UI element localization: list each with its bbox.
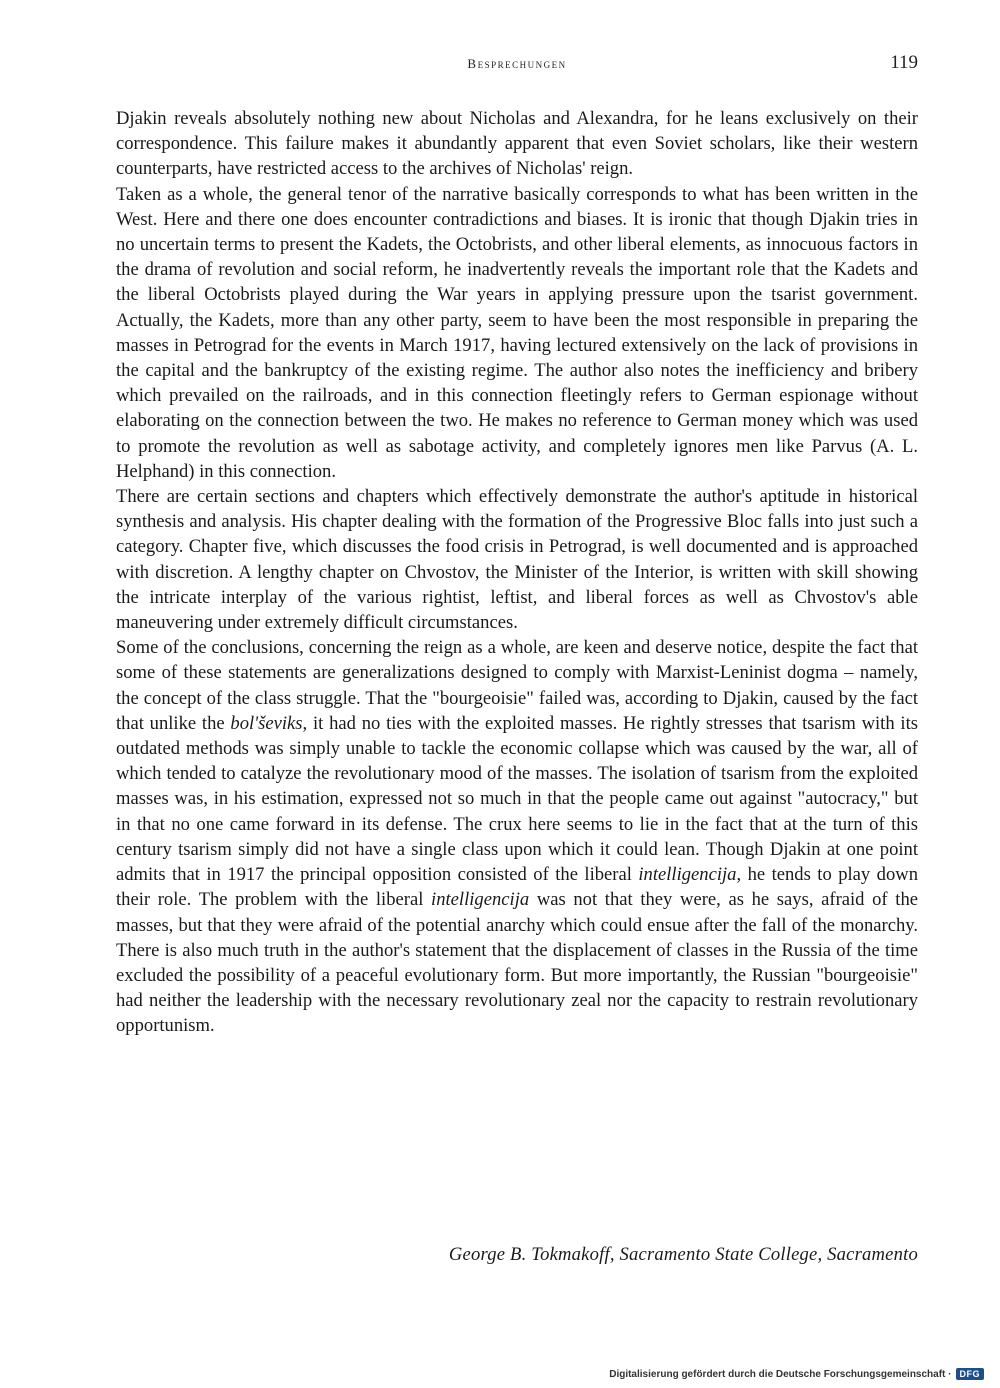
paragraph-text: was not that they were, as he says, afraid of the masses, but that they were afraid of the potential anarchy which could ensue after the fall of the monarchy. There is also much truth in the author's statement that the displacement of classes in the Russia of the time excluded the possibility of a peaceful evolutionary form. But more importantly, the Russian "bourgeoisie" had neither the leadership with the necessary revolutionary zeal nor the capacity to restrain revolutionary opportunism.: [116, 889, 919, 1037]
paragraph-4: [116, 635, 918, 1038]
paragraph-2: [116, 182, 918, 484]
paragraph-text: , he tends to play down their role. The problem with the liberal: [116, 864, 918, 911]
page-header: [116, 52, 918, 82]
review-body: [116, 106, 918, 1039]
running-head: Besprechungen: [467, 56, 567, 71]
digitization-footer: [609, 1368, 984, 1380]
italic-term: intelligencija: [638, 864, 737, 886]
paragraph-3: [116, 484, 918, 635]
italic-term: intelligencija: [431, 889, 530, 911]
page-number: 119: [890, 52, 918, 73]
reviewer-signature: George B. Tokmakoff, Sacramento State College, Sacramento: [448, 1244, 918, 1265]
paragraph-1: [116, 106, 918, 182]
paragraph-text: Taken as a whole, the general tenor of the narrative basically corresponds to what has been written in the West. Here and there one does encounter contradictions and biases. It is ironic that though Djakin tries in no uncertain terms to present the Kadets, the Octobrists, and other liberal elements, as innocuous factors in the drama of revolution and social reform, he inadvertently reveals the important role that the Kadets and the liberal Octobrists played during the War years in applying pressure upon the tsarist government. Actually, the Kadets, more than any other party, seem to have been the most responsible in preparing the masses in Petrograd for the events in March 1917, having lectured extensively on the lack of provisions in the capital and the bankruptcy of the existing regime. The author also notes the inefficiency and bribery which prevailed on the railroads, and in this connection fleetingly refers to German espionage without elaborating on the connection between the two. He makes no reference to German money which was used to promote the revolution as well as sabotage activity, and completely ignores men like Parvus (A. L. Helphand) in this connection.: [116, 183, 918, 482]
paragraph-text: Djakin reveals absolutely nothing new about Nicholas and Alexandra, for he leans exclusively on their correspondence. This failure makes it abundantly apparent that even Soviet scholars, like their western counterparts, have restricted access to the archives of Nicholas' reign.: [116, 108, 918, 180]
paragraph-text: , it had no ties with the exploited masses. He rightly stresses that tsarism with its outdated methods was simply unable to tackle the economic collapse which was caused by the war, all of which tended to catalyze the revolutionary mood of the masses. The isolation of tsarism from the exploited masses was, in his estimation, expressed not so much in that the people came out against "autocracy," but in that no one came forward in its defense. The crux here seems to lie in the fact that at the turn of this century tsarism simply did not have a single class upon which it could lean. Though Djakin at one point admits that in 1917 the principal opposition consisted of the liberal: [116, 712, 918, 886]
paragraph-text: Some of the conclusions, concerning the reign as a whole, are keen and deserve notice, despite the fact that some of these statements are generalizations designed to comply with Marxist-Leninist dogma – namely, the concept of the class struggle. That the "bourgeoisie" failed was, according to Djakin, caused by the fact that unlike the: [116, 637, 918, 734]
footer-text: Digitalisierung gefördert durch die Deutsche Forschungsgemeinschaft ·: [609, 1368, 952, 1380]
dfg-logo-icon: DFG: [956, 1368, 985, 1380]
italic-term: bol'ševiks: [230, 712, 303, 734]
paragraph-text: There are certain sections and chapters which effectively demonstrate the author's aptitude in historical synthesis and analysis. His chapter dealing with the formation of the Progressive Bloc falls into just such a category. Chapter five, which discusses the food crisis in Petrograd, is well documented and is approached with discretion. A lengthy chapter on Chvostov, the Minister of the Interior, is written with skill showing the intricate interplay of the various rightist, leftist, and liberal forces as well as Chvostov's able maneuvering under extremely difficult circumstances.: [116, 486, 918, 634]
